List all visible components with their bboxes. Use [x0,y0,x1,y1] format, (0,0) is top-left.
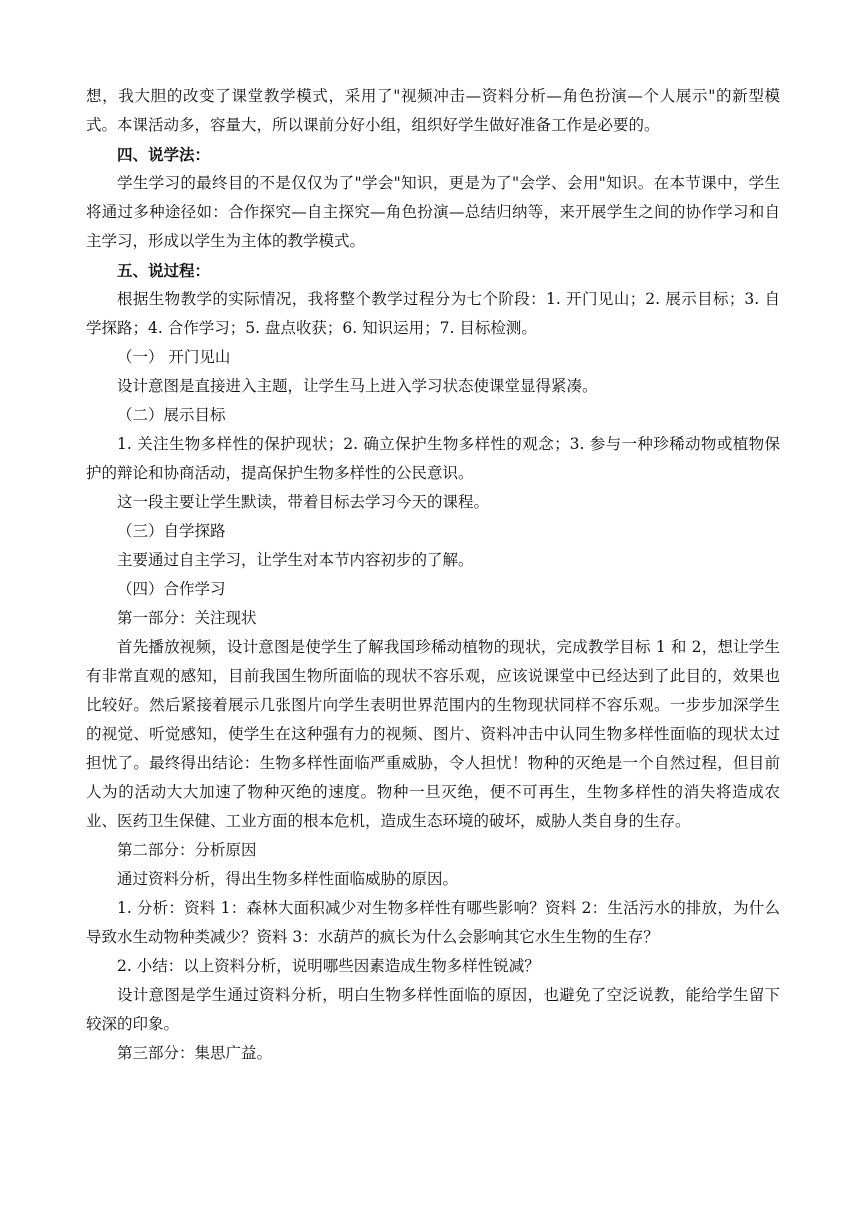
paragraph-part-2-intro: 通过资料分析，得出生物多样性面临威胁的原因。 [117,870,459,888]
paragraph-process-overview: 根据生物教学的实际情况，我将整个教学过程分为七个阶段：1. 开门见山；2. 展示目标；3. 自学探路；4. 合作学习；5. 盘点收获；6. 知识运用；7. 目标检测。 [86,290,780,337]
paragraph-part-1: 首先播放视频，设计意图是使学生了解我国珍稀动植物的现状，完成教学目标 1 和 2，想让学生有非常直观的感知，目前我国生物所面临的现状不容乐观，应该说课堂中已经达到了此目的，效果也比较好。然后紧接着展示几张图片向学生表明世界范围内的生物现状同样不容乐观。一步步加深学生的视觉、听觉感知，使学生在这种强有力的视频、图片、资料冲击中认同生物多样性面临的现状太过担忧了。最终得出结论：生物多样性面临严重威胁，令人担忧！物种的灭绝是一个自然过程，但目前人为的活动大大加速了物种灭绝的速度。物种一旦灭绝，便不可再生，生物多样性的消失将造成农业、医药卫生保健、工业方面的根本危机，造成生态环境的破坏，威胁人类自身的生存。 [86,638,780,830]
paragraph-stage-2-note: 这一段主要让学生默读，带着目标去学习今天的课程。 [117,493,490,511]
subheading-stage-3: （三）自学探路 [117,522,226,540]
section-heading-process: 五、说过程： [117,261,211,280]
paragraph-study-method: 学生学习的最终目的不是仅仅为了"学会"知识，更是为了"会学、会用"知识。在本节课中，学生将通过多种途径如：合作探究—自主探究—角色扮演—总结归纳等，来开展学生之间的协作学习和自主学习，形成以学生为主体的教学模式。 [86,174,780,250]
subheading-part-2: 第二部分：分析原因 [117,841,257,859]
paragraph-part-2-summary: 2. 小结：以上资料分析，说明哪些因素造成生物多样性锐减？ [117,957,540,975]
document-page [86,82,780,1068]
paragraph-stage-3: 主要通过自主学习，让学生对本节内容初步的了解。 [117,551,474,569]
paragraph-stage-1: 设计意图是直接进入主题，让学生马上进入学习状态使课堂显得紧凑。 [117,377,598,395]
subheading-part-3: 第三部分：集思广益。 [117,1044,273,1062]
subheading-stage-4: （四）合作学习 [117,580,226,598]
subheading-stage-2: （二）展示目标 [117,406,226,424]
paragraph-intro-continuation: 想，我大胆的改变了课堂教学模式，采用了"视频冲击—资料分析—角色扮演—个人展示"的新型模式。本课活动多，容量大，所以课前分好小组，组织好学生做好准备工作是必要的。 [86,87,780,134]
paragraph-part-2-analysis: 1. 分析：资料 1：森林大面积减少对生物多样性有哪些影响？资料 2：生活污水的排放，为什么导致水生动物种类减少？资料 3：水葫芦的疯长为什么会影响其它水生生物的生存？ [86,899,780,946]
subheading-part-1: 第一部分：关注现状 [117,609,257,627]
paragraph-stage-2-goals: 1. 关注生物多样性的保护现状；2. 确立保护生物多样性的观念；3. 参与一种珍稀动物或植物保护的辩论和协商活动，提高保护生物多样性的公民意识。 [86,435,780,482]
subheading-stage-1: （一） 开门见山 [117,348,231,366]
paragraph-part-2-intent: 设计意图是学生通过资料分析，明白生物多样性面临的原因，也避免了空泛说教，能给学生留下较深的印象。 [86,986,780,1033]
section-heading-study-method: 四、说学法： [117,145,211,164]
